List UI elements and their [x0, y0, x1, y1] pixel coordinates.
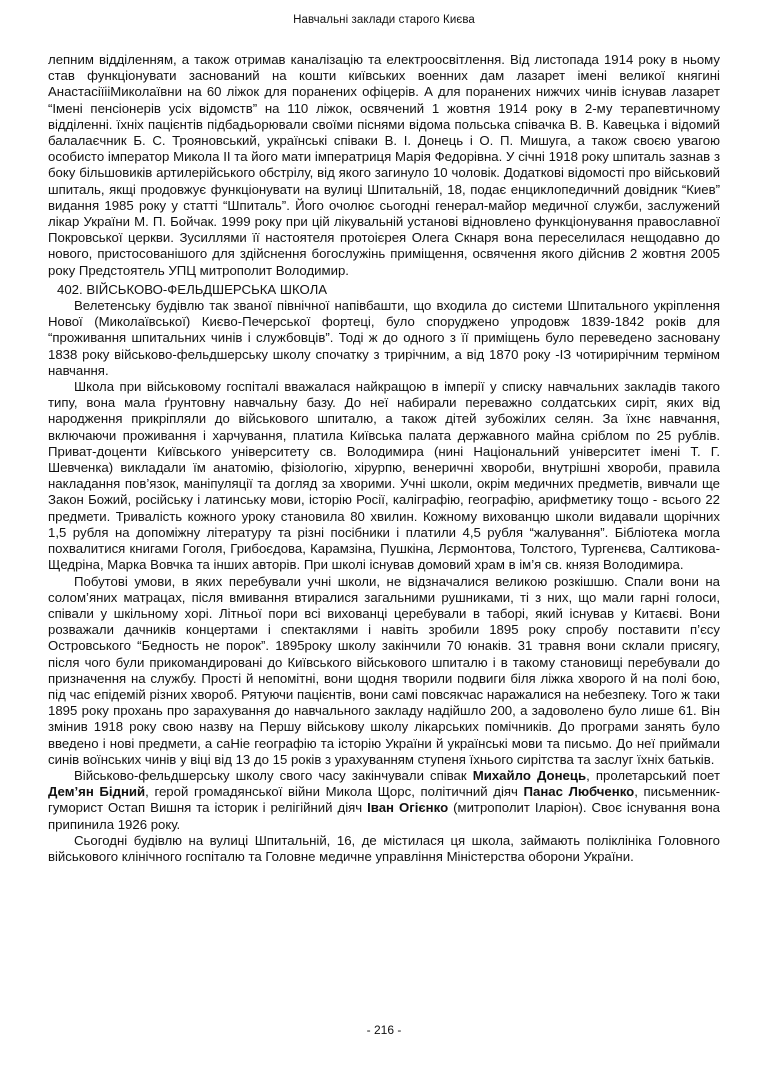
text-run: , письменник-гуморист Остап Вишня та історик і релігійний діяч [48, 784, 720, 816]
text-run: Велетенську будівлю так званої північної напівбашти, що входила до системи Шпитального укріплення Нової (Миколаївської) Києво-Печерської фортеці, було споруджено упродовж 1839-1842 років для “проживання шпитальних чинів і службовців”. Тоді ж до одного з її приміщень було переведено засновану 1838 року військово-фельдшерську школу спочатку з трирічним, а від 1870 року -ІЗ чотирирічним терміном навчання. [48, 298, 720, 378]
bold-name: Іван Огієнко [367, 800, 449, 816]
paragraph [48, 379, 720, 573]
section-heading: 402. ВІЙСЬКОВО-ФЕЛЬДШЕРСЬКА ШКОЛА [57, 281, 328, 297]
text-run: Школа при військовому госпіталі вважалася найкращою в імперії у списку навчальних закладів такого типу, вона мала ґрунтовну навчальну базу. До неї набирали переважно солдатських сиріт, яких від народження прикріпляли до військового шпиталю, а також дітей зубожілих селян. За їхнє навчання, включаючи проживання і харчування, платила Київська палата державного майна сріблом по 25 рублів. Приват-доценти Київського університету св. Володимира (нині Національний університет імені Т. Г. Шевченка) викладали їм анатомію, фізіологію, хірурпю, венеричні хвороби, внутрішні хвороби, правила накладання пов’язок, маніпуляції та догляд за хворими. Учні школи, окрім медичних предметів, вивчали ще Закон Божий, російську і латинську мови, історію Росії, каліграфію, географію, арифметику тощо - всього 22 предмети. Тривалість кожного уроку становила 80 хвилин. Кожному вихованцю школи видавали щорічних 1,5 рубля на допоміжну літературу та різні посібники і платили 4,5 рубля “жалування”. Бібліотека могла похвалитися книгами Гоголя, Грибоєдова, Карамзіна, Пушкіна, Лєрмонтова, Толстого, Тургенєва, Салтикова-Щедріна, Марка Вовчка та інших авторів. При школі існував домовий храм в ім’я св. князя Володимира. [48, 379, 720, 573]
paragraph [48, 574, 720, 768]
text-run: Сьогодні будівлю на вулиці Шпитальній, 16, де містилася ця школа, займають поліклініка Головного військового клінічного госпіталю та Головне медичне управління Міністерства оборони України. [48, 832, 720, 864]
running-header: Навчальні заклади старого Києва [293, 14, 475, 26]
article-body [48, 52, 720, 865]
paragraph [48, 52, 720, 279]
text-run: , герой громадянської війни Микола Щорс, політичний діяч [145, 784, 524, 800]
bold-name: Михайло Донець [472, 767, 587, 783]
page-number: - 216 - [366, 1023, 402, 1037]
paragraph [48, 768, 720, 833]
text-run: лепним відділенням, а також отримав каналізацію та електроосвітлення. Від листопада 1914 року в ньому став функціонувати заснований на кошти київських военних дам лазарет імені великої княгині АнастасіїiiМиколаївни на 60 ліжок для поранених офіцерів. А для поранених нижчих чинів існував лазарет “Імені пенсіонерів усіх відомств” на 110 ліжок, освячений 1 жовтня 1914 року в 2-му терапевтичному відділенні. їхніх пацієнтів підбадьорювали своїми піснями відома польська співачка В. В. Кавецька і відомий балалаєчник Б. С. Трояновський, українські співаки В. І. Донець і О. П. Мишуга, а також своєю увагою особисто імператор Микола ІІ та його мати імператриця Марія Федорівна. У січні 1918 року шпиталь зазнав з боку більшовиків артилерійського обстрілу, від якого загинуло 10 чоловік. Додаткові відомості про військовий шпиталь, якщі продовжує функціонувати на вулиці Шпитальній, 18, подає енциклопедичний довідник “Киев” видання 1985 року у статті “Шпиталь”. Його очолює сьогодні генерал-майор медичної служби, заслужений лікар України М. П. Бойчак. 1999 року при цій лікувальній установі відновлено функціонування православної Покровської церкви. Зусиллями її настоятеля протоієрея Олега Скнаря вона переселилася нещодавно до нового, пристосованішого для здійснення богослужінь приміщення, освячення якого дійснив 2 жовтня 2005 року Предстоятель УПЦ митрополит Володимир. [48, 52, 720, 278]
paragraph [48, 298, 720, 379]
text-run: , пролетарський поет [586, 767, 720, 783]
bold-name: Панас Любченко [523, 784, 635, 800]
document-page [48, 0, 720, 1080]
text-run: (митрополит Іларіон). Своє існування вона припинила 1926 року. [48, 800, 720, 832]
text-run: Побутові умови, в яких перебували учні школи, не відзначалися великою розкішшю. Спали вони на солом’яних матрацах, після вмивання втиралися загальними рушниками, ті з них, що мали гарні голоси, співали у шкільному хорі. Літньої пори всі вихованці церебували в таборі, який існував у Китаєві. Вони розважали дачників концертами і спектаклями і навіть зробили 1895 року спробу поставити п’єсу Островського “Бедность не порок”. 1895року школу закінчили 70 юнаків. 31 травня вони склали присягу, після чого були прикомандировані до Київського військового шпиталю і в такому становищі перебували до призначення на службу. Прості й непомітні, вони щодня творили подвиги біля ліжка хворого й на полі бою, під час епідемій різних хвороб. Рятуючи пацієнтів, вони самі повсякчас наражалися на небезпеку. Того ж таки 1895 року прохань про зарахування до навчального закладу надійшло 200, а задоволено було лише 61. Він змінив 1918 року свою назву на Першу військову школу лікарських помічників. До програми занять було введено і нові предмети, а саНіе географію та історію України й українські мови та письмо. До неї приймали синів воїнських чинів у віці від 13 до 15 років з урахуванням ступеня їхнього сирітства та заслуг їхніх батьків. [48, 573, 720, 767]
text-run: Військово-фельдшерську школу свого часу закінчували співак [74, 767, 473, 783]
bold-name: Дем’ян Бідний [48, 784, 146, 800]
paragraph [48, 833, 720, 865]
